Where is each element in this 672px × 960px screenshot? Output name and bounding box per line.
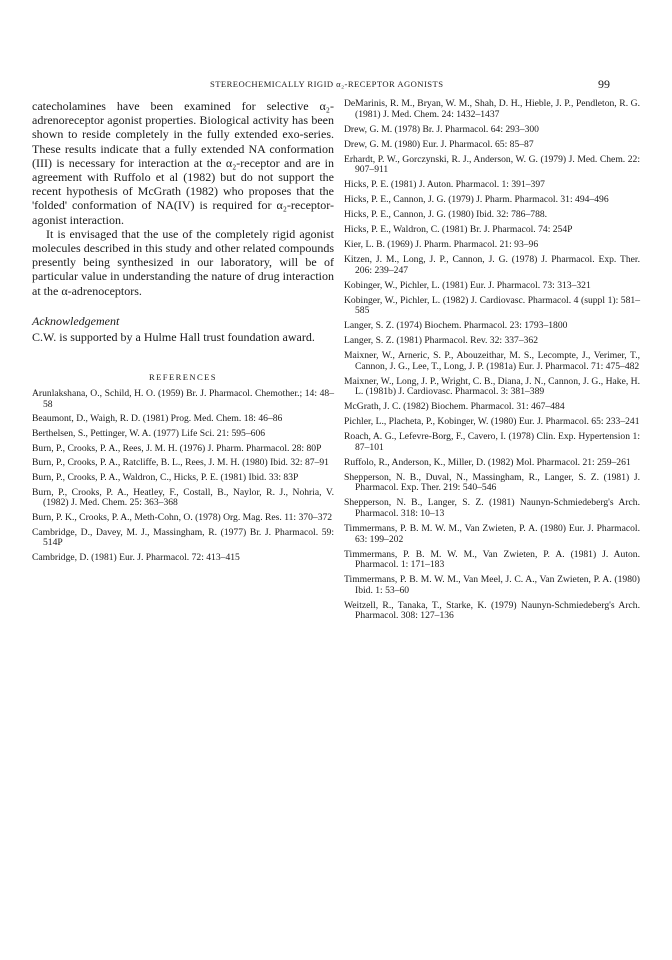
page-number: 99	[598, 77, 610, 91]
reference-item: Hicks, P. E. (1981) J. Auton. Pharmacol. 1: 391–397	[344, 179, 545, 191]
reference-item: Arunlakshana, O., Schild, H. O. (1959) Br. J. Pharmacol. Chemother.; 14: 48–58	[32, 388, 334, 410]
reference-item: Berthelsen, S., Pettinger, W. A. (1977) Life Sci. 21: 595–606	[32, 428, 266, 440]
body-paragraph-1: catecholamines have been examined for selective α₂-adrenoreceptor agonist properties. Biological activity has been shown to reside completely in the fully extended exo-series. These results indicate that a fully extended NA conformation (III) is necessary for interaction at the α₂-receptor and are in agreement with Ruffolo et al (1982) but do not support the recent hypothesis of McGrath (1982) who proposes that the 'folded' conformation of NA(IV) is required for α₂-receptor-agonist interaction.	[32, 99, 334, 227]
body-paragraph-2: It is envisaged that the use of the completely rigid agonist molecules described in this study and other related compounds presently being synthesized in our laboratory, will be of particular value in understanding the nature of drug interaction at the α-adrenoceptors.	[32, 226, 334, 298]
reference-item: Burn, P., Crooks, P. A., Ratcliffe, B. L., Rees, J. M. H. (1980) Ibid. 32: 87–91	[32, 457, 329, 469]
reference-item: Langer, S. Z. (1981) Pharmacol. Rev. 32: 337–362	[344, 335, 539, 347]
running-head: STEREOCHEMICALLY RIGID α₂-RECEPTOR AGONISTS	[210, 79, 444, 89]
reference-item: Burn, P., Crooks, P. A., Waldron, C., Hicks, P. E. (1981) Ibid. 33: 83P	[32, 472, 299, 484]
reference-item: Shepperson, N. B., Duval, N., Massingham, R., Langer, S. Z. (1981) J. Pharmacol. Exp. Ther. 219: 540–546	[344, 471, 640, 494]
reference-item: Cambridge, D. (1981) Eur. J. Pharmacol. 72: 413–415	[32, 552, 240, 564]
reference-item: Erhardt, P. W., Gorczynski, R. J., Anderson, W. G. (1979) J. Med. Chem. 22: 907–911	[344, 153, 640, 176]
reference-item: Hicks, P. E., Cannon, J. G. (1980) Ibid. 32: 786–788.	[344, 209, 548, 221]
reference-item: Hicks, P. E., Waldron, C. (1981) Br. J. Pharmacol. 74: 254P	[344, 224, 573, 236]
reference-item: Roach, A. G., Lefevre-Borg, F., Cavero, I. (1978) Clin. Exp. Hypertension 1: 87–101	[344, 431, 640, 453]
reference-item: McGrath, J. C. (1982) Biochem. Pharmacol. 31: 467–484	[344, 401, 565, 413]
reference-item: Weitzell, R., Tanaka, T., Starke, K. (1979) Naunyn-Schmiedeberg's Arch. Pharmacol. 308: 127–136	[344, 599, 640, 622]
acknowledgement-heading: Acknowledgement	[32, 313, 120, 328]
reference-item: Drew, G. M. (1978) Br. J. Pharmacol. 64: 293–300	[344, 123, 539, 135]
reference-item: Hicks, P. E., Cannon, J. G. (1979) J. Pharm. Pharmacol. 31: 494–496	[344, 194, 609, 206]
references-list-right	[344, 99, 640, 622]
reference-item: Cambridge, D., Davey, M. J., Massingham, R. (1977) Br. J. Pharmacol. 59: 514P	[32, 526, 334, 549]
reference-item: Shepperson, N. B., Langer, S. Z. (1981) Naunyn-Schmiedeberg's Arch. Pharmacol. 318: 10–13	[344, 497, 640, 520]
reference-item: Kobinger, W., Pichler, L. (1982) J. Cardiovasc. Pharmacol. 4 (suppl 1): 581–585	[344, 294, 640, 317]
left-column	[32, 99, 334, 568]
acknowledgement-text: C.W. is supported by a Hulme Hall trust foundation award.	[32, 329, 315, 344]
reference-item: Drew, G. M. (1980) Eur. J. Pharmacol. 65: 85–87	[344, 138, 534, 150]
references-list-left	[32, 389, 334, 564]
reference-item: Kobinger, W., Pichler, L. (1981) Eur. J. Pharmacol. 73: 313–321	[344, 279, 591, 291]
reference-item: Timmermans, P. B. M. W. M., Van Zwieten, P. A. (1981) J. Auton. Pharmacol. 1: 171–183	[344, 548, 640, 571]
reference-item: Ruffolo, R., Anderson, K., Miller, D. (1982) Mol. Pharmacol. 21: 259–261	[344, 456, 631, 468]
reference-item: Maixner, W., Long, J. P., Wright, C. B., Diana, J. N., Cannon, J. G., Hake, H. L. (1981b) J. Cardiovasc. Pharmacol. 3: 381–389	[344, 375, 640, 398]
reference-item: Kitzen, J. M., Long, J. P., Cannon, J. G. (1978) J. Pharmacol. Exp. Ther. 206: 239–247	[344, 254, 640, 276]
right-column	[344, 99, 640, 626]
reference-item: Burn, P., Crooks, P. A., Heatley, F., Costall, B., Naylor, R. J., Nohria, V. (1982) J. Med. Chem. 25: 363–368	[32, 486, 334, 509]
reference-item: Burn, P., Crooks, P. A., Rees, J. M. H. (1976) J. Pharm. Pharmacol. 28: 80P	[32, 442, 322, 454]
reference-item: Timmermans, P. B. M. W. M., Van Zwieten, P. A. (1980) Eur. J. Pharmacol. 63: 199–202	[344, 523, 640, 545]
reference-item: DeMarinis, R. M., Bryan, W. M., Shah, D. H., Hieble, J. P., Pendleton, R. G. (1981) J. Med. Chem. 24: 1432–1437	[344, 98, 640, 120]
reference-item: Beaumont, D., Waigh, R. D. (1981) Prog. Med. Chem. 18: 46–86	[32, 413, 283, 425]
reference-item: Maixner, W., Arneric, S. P., Abouzeithar, M. S., Lecompte, J., Verimer, T., Cannon, J. G., Lee, T., Long, J. P. (1981a) Eur. J. Pharmacol. 71: 475–482	[344, 350, 640, 372]
references-heading: REFERENCES	[149, 372, 217, 383]
reference-item: Kier, L. B. (1969) J. Pharm. Pharmacol. 21: 93–96	[344, 239, 539, 251]
reference-item: Pichler, L., Placheta, P., Kobinger, W. (1980) Eur. J. Pharmacol. 65: 233–241	[344, 416, 640, 428]
reference-item: Timmermans, P. B. M. W. M., Van Meel, J. C. A., Van Zwieten, P. A. (1980) Ibid. 1: 53–60	[344, 574, 640, 596]
reference-item: Burn, P. K., Crooks, P. A., Meth-Cohn, O. (1978) Org. Mag. Res. 11: 370–372	[32, 512, 333, 524]
reference-item: Langer, S. Z. (1974) Biochem. Pharmacol. 23: 1793–1800	[344, 320, 568, 332]
